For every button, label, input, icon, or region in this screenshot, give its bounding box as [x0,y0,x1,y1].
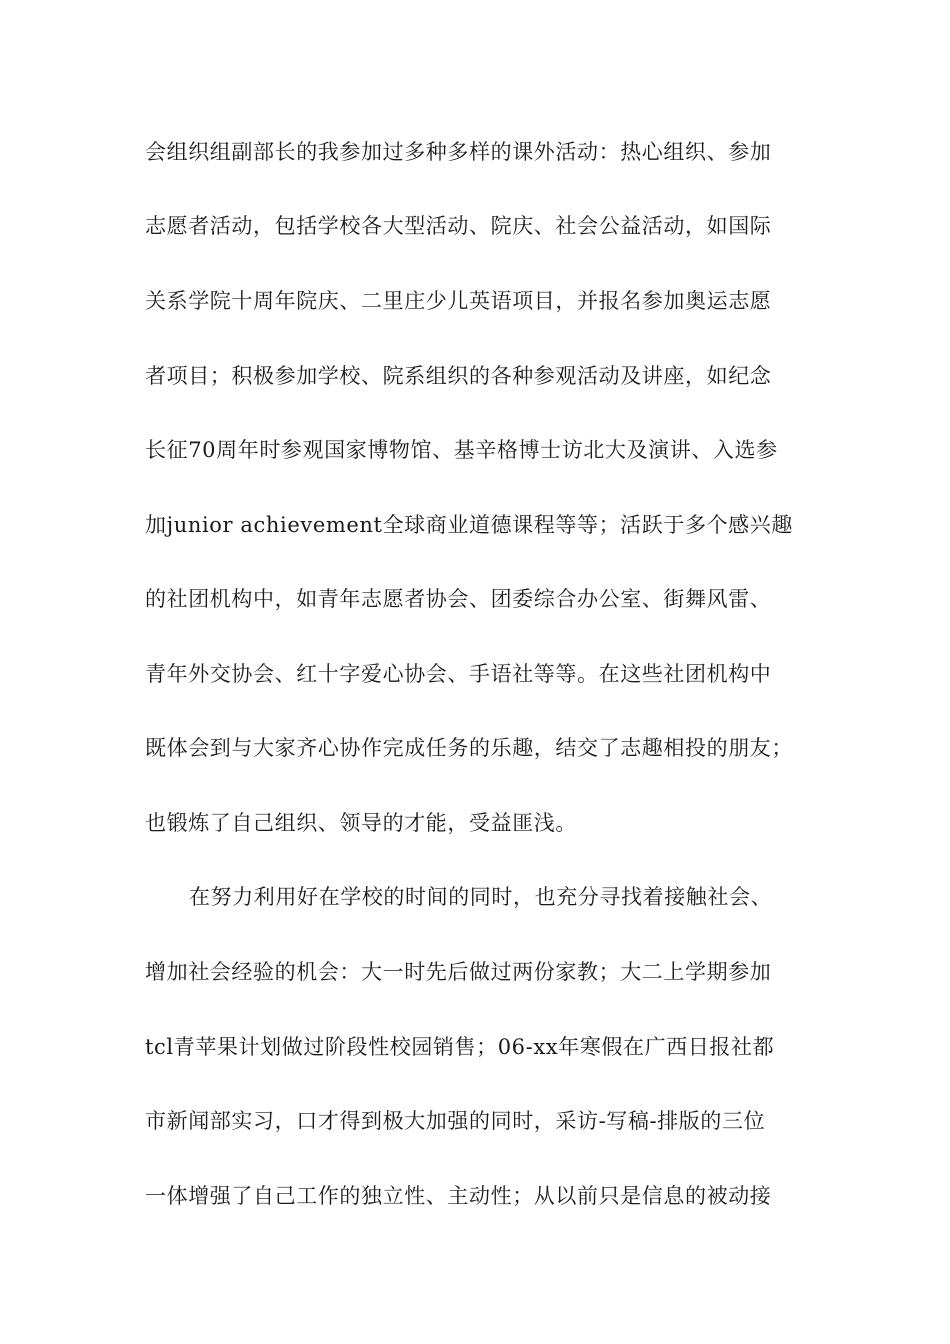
text-line-4: 者项目；积极参加学校、院系组织的各种参观活动及讲座，如纪念 [145,364,772,388]
text-line-10: 也锻炼了自己组织、领导的才能，受益匪浅。 [145,811,577,835]
text-line-9: 既体会到与大家齐心协作完成任务的乐趣，结交了志趣相投的朋友； [145,736,793,760]
text-line-7: 的社团机构中，如青年志愿者协会、团委综合办公室、街舞风雷、 [145,587,772,611]
text-line-15: 一体增强了自己工作的独立性、主动性；从以前只是信息的被动接 [145,1184,772,1208]
text-line-1: 会组织组副部长的我参加过多种多样的课外活动：热心组织、参加 [145,140,772,164]
text-line-8: 青年外交协会、红十字爱心协会、手语社等等。在这些社团机构中 [145,662,772,686]
paragraph-2-first-line: 在努力利用好在学校的时间的同时，也充分寻找着接触社会、 [189,885,773,909]
text-line-3: 关系学院十周年院庆、二里庄少儿英语项目，并报名参加奥运志愿 [145,289,772,313]
text-line-2: 志愿者活动，包括学校各大型活动、院庆、社会公益活动，如国际 [145,214,772,238]
text-line-6: 加junior achievement全球商业道德课程等等；活跃于多个感兴趣 [145,513,793,537]
text-line-14: 市新闻部实习，口才得到极大加强的同时，采访-写稿-排版的三位 [145,1109,766,1133]
text-line-12: 增加社会经验的机会：大一时先后做过两份家教；大二上学期参加 [145,960,772,984]
text-line-13: tcl青苹果计划做过阶段性校园销售；06-xx年寒假在广西日报社都 [145,1035,775,1059]
text-line-5: 长征70周年时参观国家博物馆、基辛格博士访北大及演讲、入选参 [145,438,778,462]
